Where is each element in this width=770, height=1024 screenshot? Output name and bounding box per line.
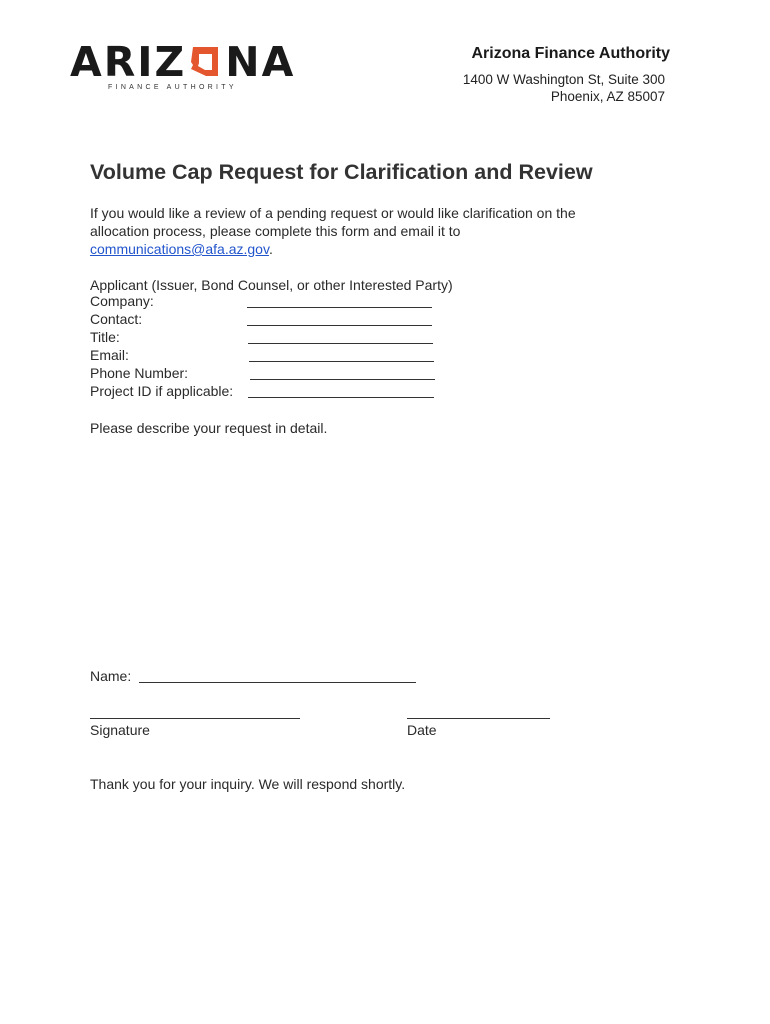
form-title: Volume Cap Request for Clarification and Review (90, 160, 593, 184)
email-link[interactable]: communications@afa.az.gov (90, 241, 269, 257)
org-name: Arizona Finance Authority (471, 45, 670, 62)
name-label: Name: (90, 668, 132, 684)
intro-line-2: allocation process, please complete this form and email it to (90, 223, 461, 239)
logo-word-right: NA (225, 38, 296, 86)
arizona-finance-authority-logo (70, 38, 296, 96)
email-field[interactable] (249, 361, 434, 362)
signature-field[interactable] (90, 718, 300, 719)
company-field[interactable] (247, 307, 432, 308)
intro-period: . (268, 241, 273, 257)
phone-label: Phone Number: (90, 365, 189, 381)
project-id-label: Project ID if applicable: (90, 383, 234, 399)
title-label: Title: (90, 329, 120, 345)
describe-prompt: Please describe your request in detail. (90, 420, 328, 436)
contact-field[interactable] (247, 325, 432, 326)
logo-word-left: ARIZ (70, 38, 187, 86)
intro-line-3 (90, 240, 273, 258)
date-field[interactable] (407, 718, 550, 719)
logo-wordmark (70, 40, 295, 84)
closing-text: Thank you for your inquiry. We will respond shortly. (90, 776, 406, 792)
phone-field[interactable] (250, 379, 435, 380)
request-detail-area[interactable] (90, 445, 670, 655)
title-field[interactable] (248, 343, 433, 344)
name-field[interactable] (139, 682, 416, 683)
contact-label: Contact: (90, 311, 143, 327)
address-line-1: 1400 W Washington St, Suite 300 (462, 72, 665, 87)
date-label: Date (407, 722, 437, 738)
intro-line-1: If you would like a review of a pending request or would like clarification on the (90, 205, 576, 221)
signature-label: Signature (90, 722, 150, 738)
project-id-field[interactable] (248, 397, 434, 398)
email-label: Email: (90, 347, 129, 363)
arizona-state-icon (187, 42, 224, 75)
applicant-heading: Applicant (Issuer, Bond Counsel, or other Interested Party) (90, 277, 453, 293)
address-line-2: Phoenix, AZ 85007 (550, 89, 665, 104)
logo-subtitle: FINANCE AUTHORITY (108, 84, 237, 91)
company-label: Company: (90, 293, 154, 309)
